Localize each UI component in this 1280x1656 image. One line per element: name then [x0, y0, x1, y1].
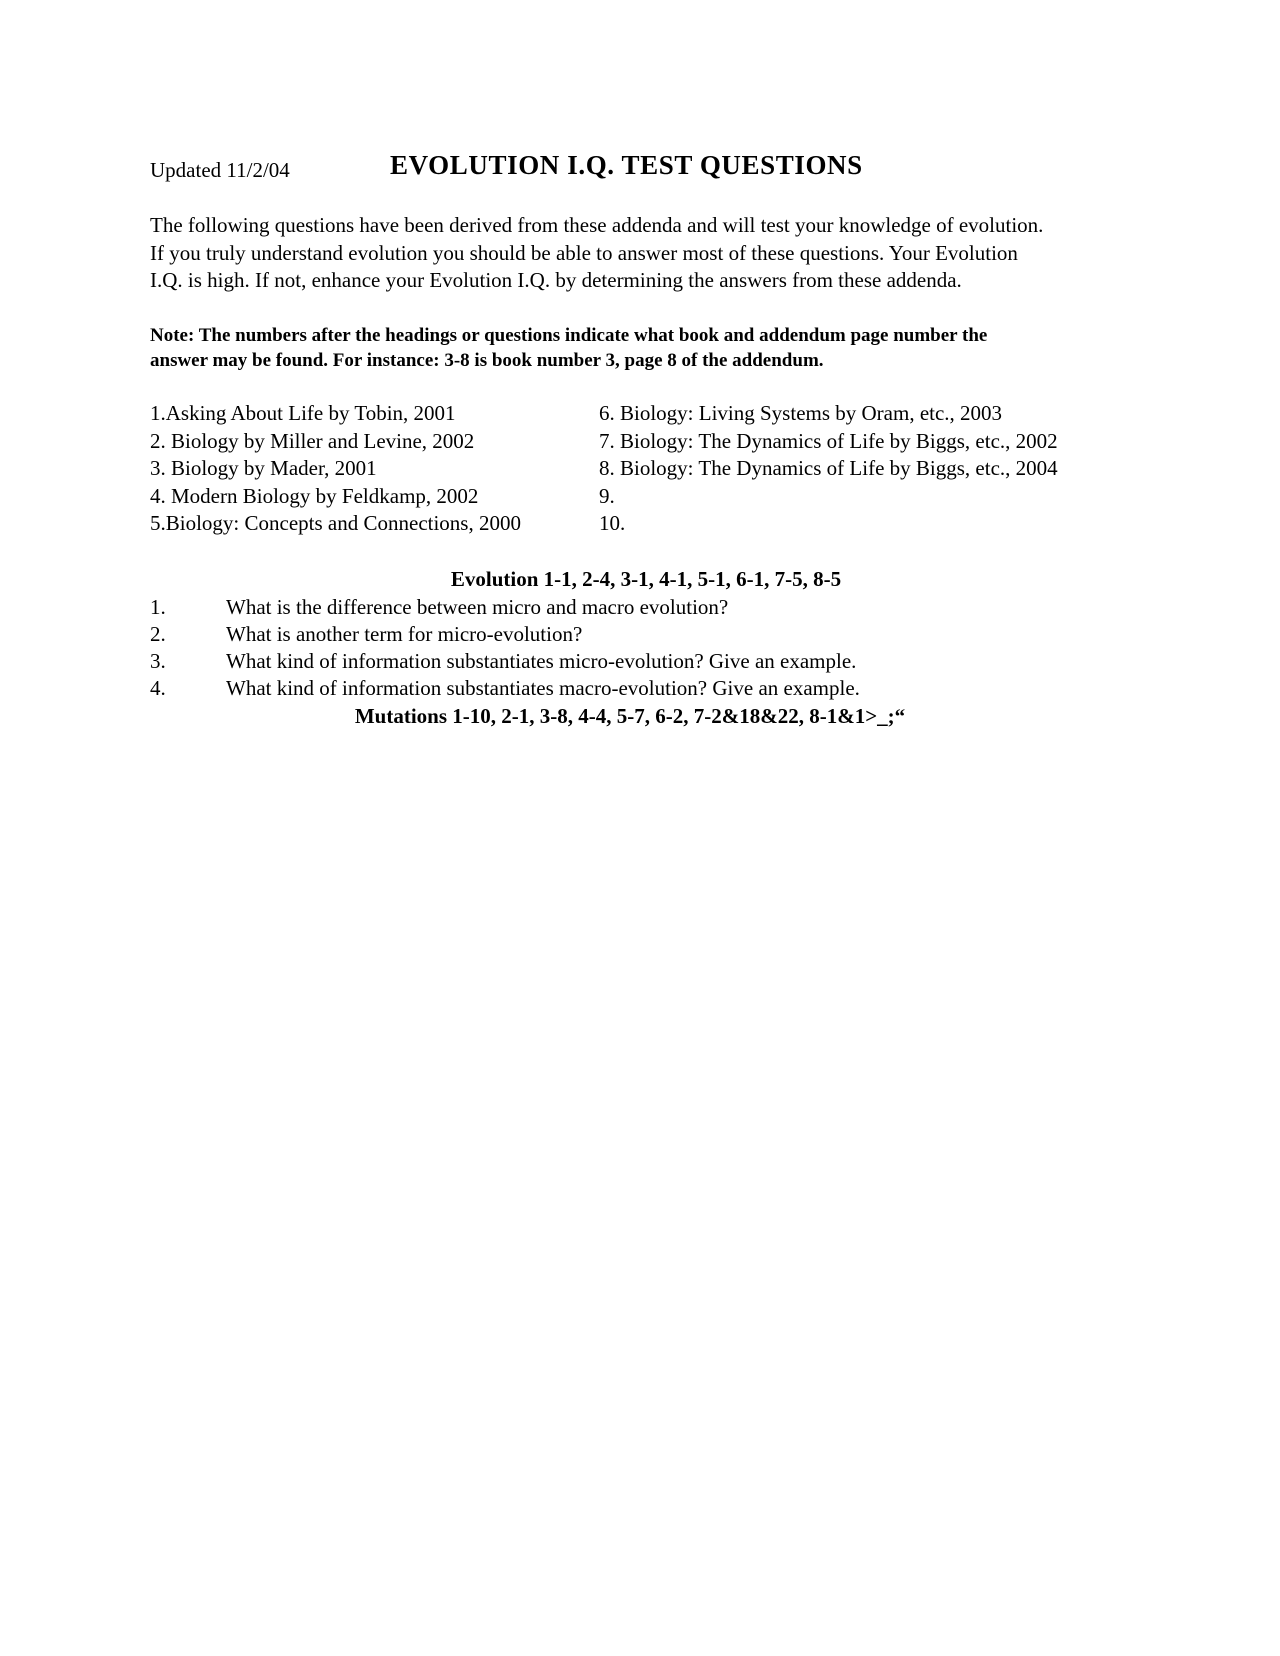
question-number: 1.	[150, 595, 166, 619]
question-text: What kind of information substantiates macro-evolution? Give an example.	[226, 676, 860, 700]
book-item: 7. Biology: The Dynamics of Life by Biggs, etc., 2002	[599, 428, 1058, 453]
question-item	[150, 648, 1120, 675]
intro-paragraph	[150, 212, 1120, 295]
book-item: 2. Biology by Miller and Levine, 2002	[150, 428, 475, 453]
book-item: 1.Asking About Life by Tobin, 2001	[150, 401, 456, 425]
book-item: 10.	[599, 511, 626, 535]
updated-date: Updated 11/2/04	[150, 158, 290, 182]
book-item: 3. Biology by Mader, 2001	[150, 456, 377, 480]
page-title: EVOLUTION I.Q. TEST QUESTIONS	[390, 150, 863, 180]
book-item: 9.	[599, 483, 615, 508]
question-number: 4.	[150, 676, 166, 700]
book-item: 6. Biology: Living Systems by Oram, etc., 2003	[599, 401, 1003, 425]
question-number: 2.	[150, 622, 166, 646]
question-text: What is another term for micro-evolution?	[226, 622, 583, 646]
question-item	[150, 594, 1120, 621]
evolution-questions	[150, 594, 1120, 702]
note-line: answer may be found. For instance: 3-8 is book number 3, page 8 of the addendum.	[150, 349, 824, 371]
question-number: 3.	[150, 649, 166, 673]
question-text: What kind of information substantiates micro-evolution? Give an example.	[226, 649, 857, 673]
question-item	[150, 675, 1120, 702]
note-line: Note: The numbers after the headings or questions indicate what book and addendum page number the	[150, 325, 988, 346]
book-list-left-column	[150, 400, 521, 538]
intro-line: If you truly understand evolution you should be able to answer most of these questions. Your Evolution	[150, 240, 1018, 265]
book-item: 5.Biology: Concepts and Connections, 2000	[150, 511, 521, 535]
section-heading-mutations: Mutations 1-10, 2-1, 3-8, 4-4, 5-7, 6-2, 7-2&18&22, 8-1&1>_;“	[354, 704, 906, 728]
page-header	[150, 150, 1110, 190]
question-text: What is the difference between micro and macro evolution?	[226, 595, 729, 619]
section-heading-evolution: Evolution 1-1, 2-4, 3-1, 4-1, 5-1, 6-1, 7-5, 8-5	[450, 567, 842, 591]
book-list-right-column	[599, 400, 1058, 538]
intro-line: The following questions have been derived from these addenda and will test your knowledge of evolution.	[150, 213, 1044, 237]
question-item	[150, 621, 1120, 648]
book-item: 8. Biology: The Dynamics of Life by Biggs, etc., 2004	[599, 456, 1058, 480]
note-paragraph	[150, 324, 1120, 373]
intro-line: I.Q. is high. If not, enhance your Evolution I.Q. by determining the answers from these addenda.	[150, 268, 962, 292]
book-item: 4. Modern Biology by Feldkamp, 2002	[150, 483, 479, 508]
